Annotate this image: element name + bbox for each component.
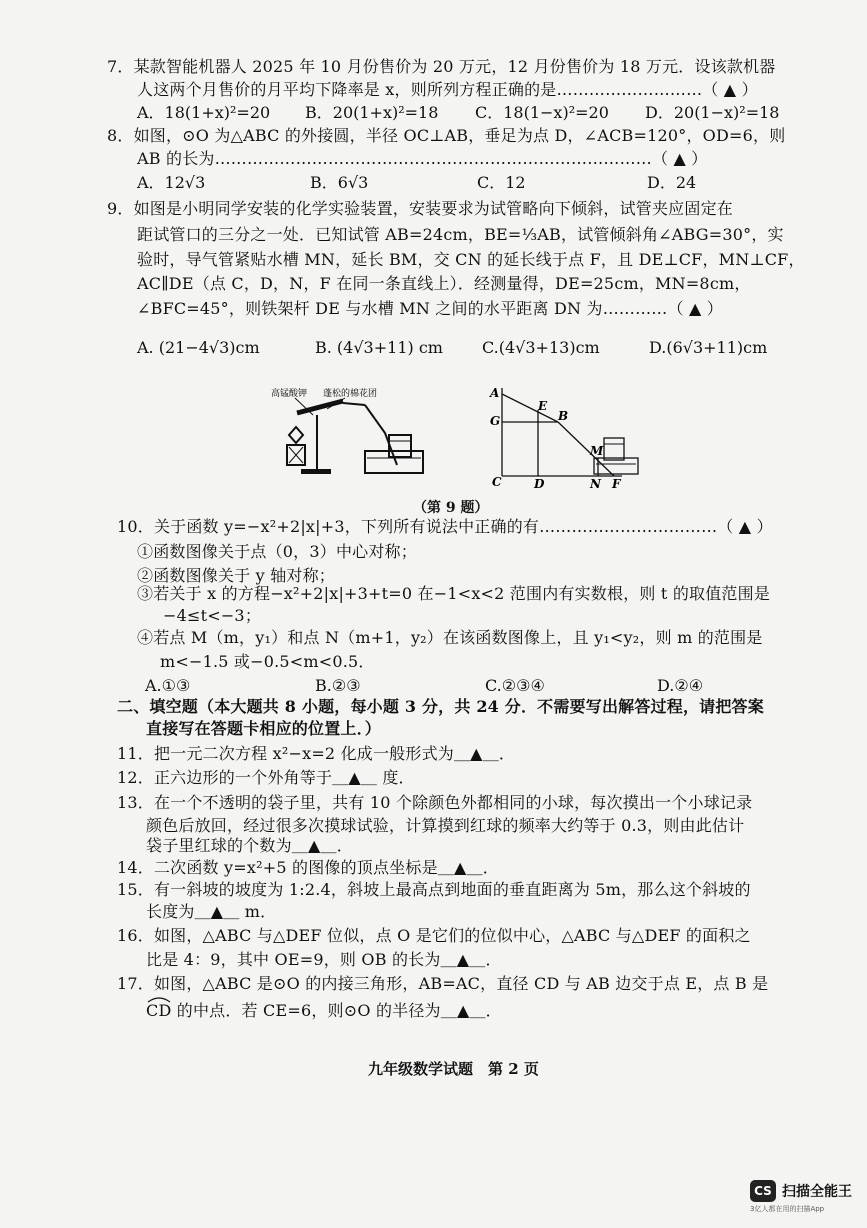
q9-point-a: A <box>490 386 500 400</box>
q9-label-cotton: 蓬松的棉花团 <box>323 389 378 399</box>
q17-line2: CD 的中点．若 CE=6，则⊙O 的半径为＿▲＿． <box>146 1001 502 1020</box>
q9-point-m: M <box>590 444 604 458</box>
q10-statement-4a: ④若点 M（m，y₁）和点 N（m+1，y₂）在该函数图像上，且 y₁<y₂，则 m 的范围是 <box>137 628 763 647</box>
q10-option-b: B.②③ <box>315 676 361 695</box>
q17-line1: 17．如图，△ABC 是⊙O 的内接三角形，AB=AC，直径 CD 与 AB 边交于点 E，点 B 是 <box>117 974 769 993</box>
q9-option-c: C.(4√3+13)cm <box>482 338 600 357</box>
q9-option-d: D.(6√3+11)cm <box>649 338 768 357</box>
q9-point-c: C <box>492 475 502 489</box>
q7-option-d: D．20(1−x)²=18 <box>645 103 780 122</box>
q16-line2: 比是 4：9，其中 OE=9，则 OB 的长为＿▲＿． <box>146 950 502 969</box>
q17-arc-mark <box>146 995 172 1003</box>
q8-option-a: A．12√3 <box>137 173 206 192</box>
q8-option-d: D．24 <box>647 173 697 192</box>
q7-stem-line2: 人这两个月售价的月平均下降率是 x，则所列方程正确的是………………………（ ▲ ） <box>137 80 758 99</box>
q10-statement-3b: −4≤t<−3； <box>163 606 262 625</box>
q7-option-c: C．18(1−x)²=20 <box>475 103 609 122</box>
q12: 12．正六边形的一个外角等于＿▲＿ 度． <box>117 768 415 787</box>
q9-apparatus-figure <box>265 383 435 481</box>
camscanner-name: 扫描全能王 <box>782 1184 852 1200</box>
q13-line2: 颜色后放回，经过很多次摸球试验，计算摸到红球的频率大约等于 0.3，则由此估计 <box>146 816 745 835</box>
q9-geometry-figure <box>486 380 646 490</box>
q9-stem-line3: 验时，导气管紧贴水槽 MN，延长 BM，交 CN 的延长线于点 F，且 DE⊥CF，MN⊥CF， <box>137 250 805 269</box>
q10-option-a: A.①③ <box>145 676 191 695</box>
q9-point-d: D <box>534 477 545 490</box>
camscanner-slogan: 3亿人都在用的扫描App <box>750 1205 825 1213</box>
q10-statement-2: ②函数图像关于 y 轴对称； <box>137 566 336 585</box>
q9-point-f: F <box>612 477 621 490</box>
q9-option-b: B. (4√3+11) cm <box>315 338 443 357</box>
q8-stem-line1: 8．如图，⊙O 为△ABC 的外接圆，半径 OC⊥AB，垂足为点 D，∠ACB=120°，OD=6，则 <box>107 126 786 145</box>
q15-line2: 长度为＿▲＿ m． <box>146 902 277 921</box>
q10-option-d: D.②④ <box>657 676 704 695</box>
q9-figure-caption: （第 9 题） <box>413 500 489 516</box>
q10-statement-1: ①函数图像关于点（0，3）中心对称； <box>137 542 417 561</box>
section2-heading-cont: 直接写在答题卡相应的位置上．） <box>146 719 382 738</box>
q16-line1: 16．如图，△ABC 与△DEF 位似，点 O 是它们的位似中心，△ABC 与△DEF 的面积之 <box>117 926 751 945</box>
q7-stem-line1: 7．某款智能机器人 2025 年 10 月份售价为 20 万元，12 月份售价为 18 万元．设该款机器 <box>107 57 776 76</box>
q8-option-b: B．6√3 <box>310 173 369 192</box>
q7-option-a: A．18(1+x)²=20 <box>137 103 271 122</box>
q9-point-n: N <box>590 477 601 490</box>
q11: 11．把一元二次方程 x²−x=2 化成一般形式为＿▲＿． <box>117 744 516 763</box>
q10-option-c: C.②③④ <box>485 676 545 695</box>
q8-stem-line2: AB 的长为………………………………………………………………………（ ▲ ） <box>137 149 708 168</box>
q9-label-potassium-permanganate: 高锰酸钾 <box>271 389 308 399</box>
q7-option-b: B．20(1+x)²=18 <box>305 103 439 122</box>
camscanner-logo-icon: CS <box>750 1180 776 1202</box>
q13-line1: 13．在一个不透明的袋子里，共有 10 个除颜色外都相同的小球，每次摸出一个小球记录 <box>117 793 753 812</box>
scanner-watermark <box>738 1176 856 1216</box>
q9-stem-line4: AC∥DE（点 C，D，N，F 在同一条直线上）．经测量得，DE=25cm，MN=8cm， <box>137 274 751 293</box>
q9-stem-line5: ∠BFC=45°，则铁架杆 DE 与水槽 MN 之间的水平距离 DN 为…………（ ▲ ） <box>137 299 723 318</box>
q14: 14．二次函数 y=x²+5 的图像的顶点坐标是＿▲＿． <box>117 858 499 877</box>
q10-stem: 10．关于函数 y=−x²+2|x|+3，下列所有说法中正确的有……………………………（ ▲ ） <box>117 517 773 536</box>
q9-point-b: B <box>558 409 569 423</box>
q9-stem-line1: 9．如图是小明同学安装的化学实验装置，安装要求为试管略向下倾斜，试管夹应固定在 <box>107 199 733 218</box>
q13-line3: 袋子里红球的个数为＿▲＿． <box>146 836 353 855</box>
q9-stem-line2: 距试管口的三分之一处．已知试管 AB=24cm，BE=⅓AB，试管倾斜角∠ABG=30°，实 <box>137 225 784 244</box>
q9-option-a: A. (21−4√3)cm <box>137 338 260 357</box>
q8-option-c: C．12 <box>477 173 526 192</box>
q9-point-e: E <box>538 399 548 413</box>
q10-statement-3a: ③若关于 x 的方程−x²+2|x|+3+t=0 在−1<x<2 范围内有实数根，则 t 的取值范围是 <box>137 584 771 603</box>
q15-line1: 15．有一斜坡的坡度为 1:2.4，斜坡上最高点到地面的垂直距离为 5m，那么这个斜坡的 <box>117 880 751 899</box>
section2-heading: 二、填空题（本大题共 8 小题，每小题 3 分，共 24 分．不需要写出解答过程，请把答案 <box>117 697 764 716</box>
q9-point-g: G <box>490 414 501 428</box>
q10-statement-4b: m<−1.5 或−0.5<m<0.5． <box>160 652 375 671</box>
page-footer: 九年级数学试题 第 2 页 <box>368 1060 539 1078</box>
